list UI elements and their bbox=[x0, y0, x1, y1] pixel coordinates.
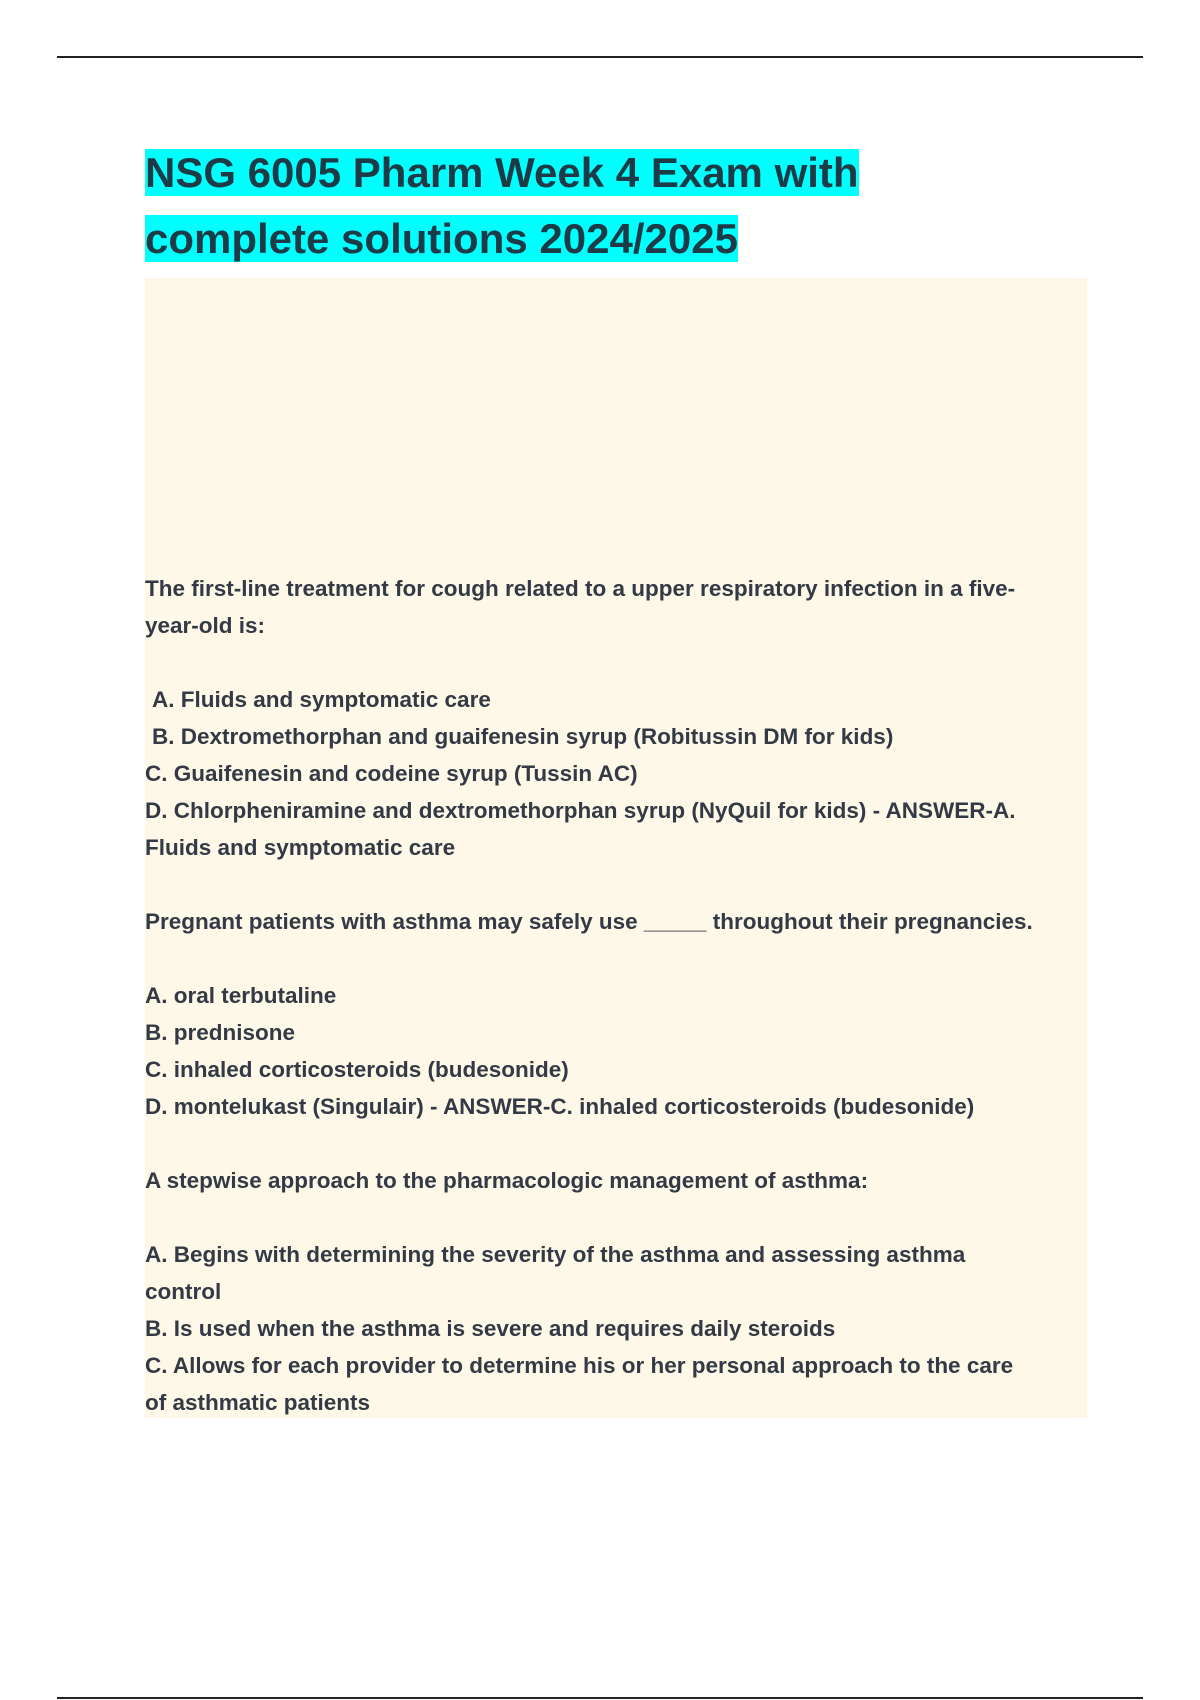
option-d: Fluids and symptomatic care bbox=[145, 835, 456, 860]
question-1 bbox=[145, 570, 1095, 866]
option-b: B. prednisone bbox=[145, 1020, 296, 1045]
option-c: C. inhaled corticosteroids (budesonide) bbox=[145, 1057, 569, 1082]
top-rule bbox=[57, 56, 1143, 58]
option-b: B. Dextromethorphan and guaifenesin syrup (Robitussin DM for kids) bbox=[152, 724, 894, 749]
question-2 bbox=[145, 903, 1095, 1125]
option-a: A. Fluids and symptomatic care bbox=[152, 687, 491, 712]
document-title bbox=[145, 140, 1105, 272]
title-line-1: NSG 6005 Pharm Week 4 Exam with bbox=[145, 149, 859, 196]
option-a: control bbox=[145, 1279, 222, 1304]
option-c: C. Allows for each provider to determine his or her personal approach to the care bbox=[145, 1353, 1014, 1378]
question-text: Pregnant patients with asthma may safely use _____ throughout their pregnancies. bbox=[145, 909, 1033, 934]
question-text: year-old is: bbox=[145, 613, 266, 638]
option-a: A. Begins with determining the severity of the asthma and assessing asthma bbox=[145, 1242, 966, 1267]
bottom-rule bbox=[57, 1697, 1143, 1699]
option-b: B. Is used when the asthma is severe and requires daily steroids bbox=[145, 1316, 836, 1341]
question-text: A stepwise approach to the pharmacologic management of asthma: bbox=[145, 1168, 869, 1193]
title-line-2: complete solutions 2024/2025 bbox=[145, 215, 738, 262]
question-text: The first-line treatment for cough related to a upper respiratory infection in a five- bbox=[145, 576, 1016, 601]
option-c: of asthmatic patients bbox=[145, 1390, 371, 1415]
option-a: A. oral terbutaline bbox=[145, 983, 337, 1008]
question-3 bbox=[145, 1162, 1095, 1421]
option-c: C. Guaifenesin and codeine syrup (Tussin AC) bbox=[145, 761, 638, 786]
option-d: D. montelukast (Singulair) - ANSWER-C. inhaled corticosteroids (budesonide) bbox=[145, 1094, 975, 1119]
document-body bbox=[145, 570, 1095, 1421]
option-d: D. Chlorpheniramine and dextromethorphan syrup (NyQuil for kids) - ANSWER-A. bbox=[145, 798, 1016, 823]
